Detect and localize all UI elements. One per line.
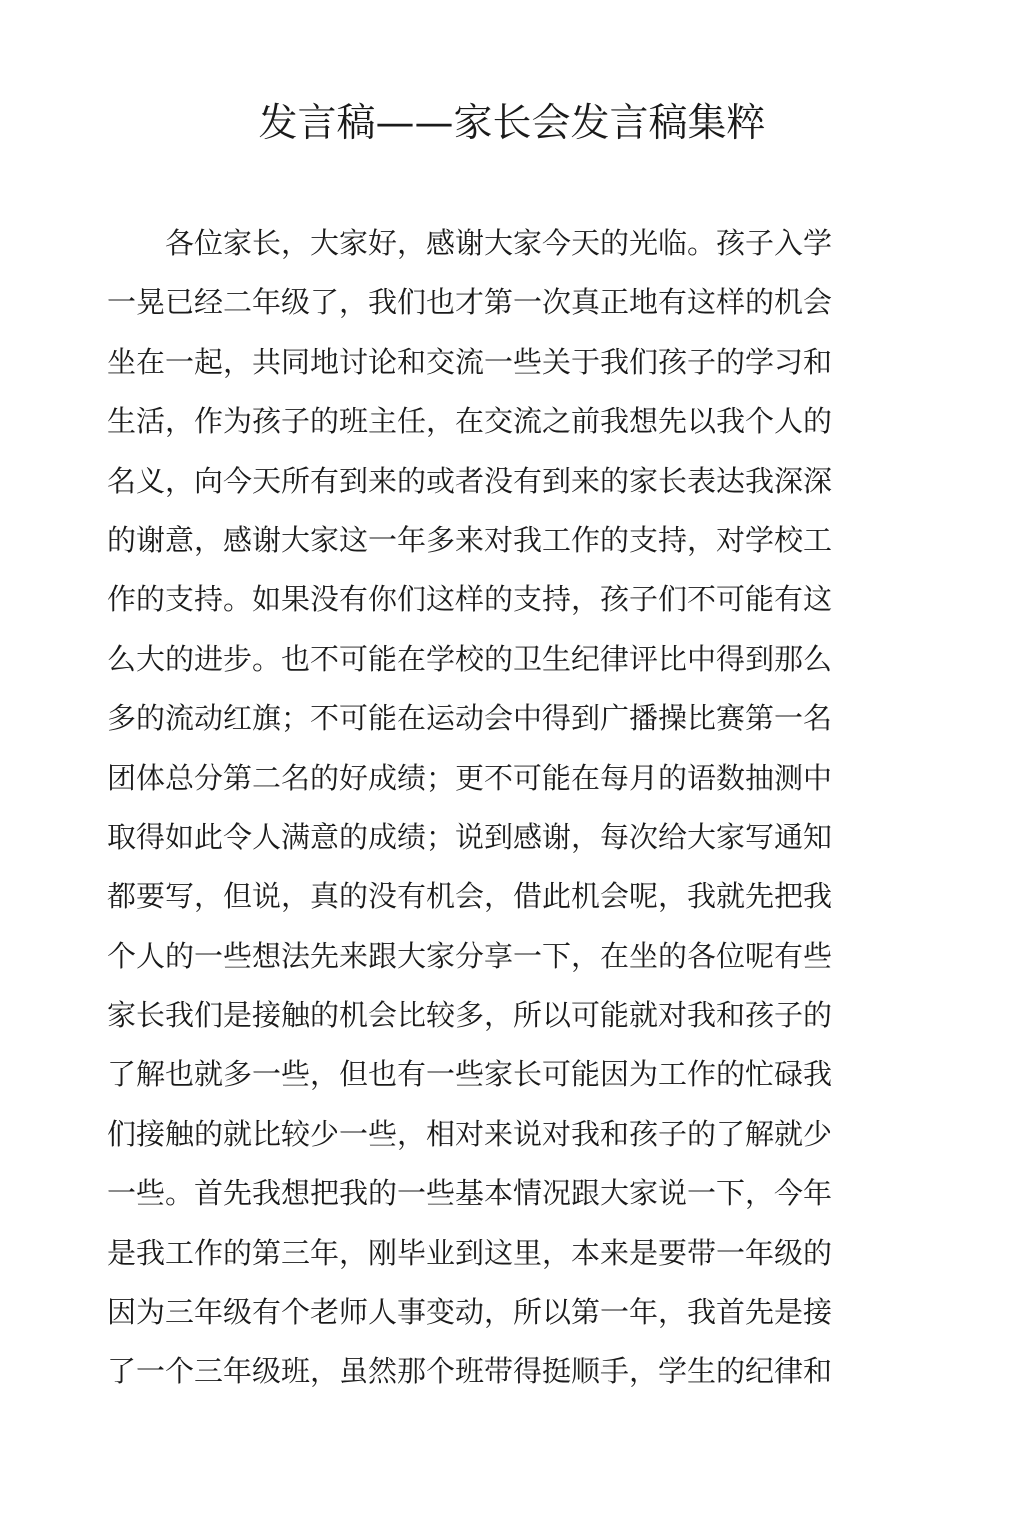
text-line: 名义，向今天所有到来的或者没有到来的家长表达我深深 [107,463,833,498]
text-line: 一晃已经二年级了，我们也才第一次真正地有这样的机会 [107,285,833,320]
text-line: 坐在一起，共同地讨论和交流一些关于我们孩子的学习和 [107,344,833,379]
document-title: 发言稿——家长会发言稿集粹 [258,101,766,146]
text-line: 因为三年级有个老师人事变动，所以第一年，我首先是接 [107,1295,833,1330]
text-line: 多的流动红旗；不可能在运动会中得到广播操比赛第一名 [107,701,833,736]
text-line: 了解也就多一些，但也有一些家长可能因为工作的忙碌我 [107,1057,833,1092]
text-line: 家长我们是接触的机会比较多，所以可能就对我和孩子的 [107,998,833,1033]
text-line: 了一个三年级班，虽然那个班带得挺顺手，学生的纪律和 [107,1354,833,1389]
text-line: 是我工作的第三年，刚毕业到这里，本来是要带一年级的 [107,1235,833,1270]
text-line: 么大的进步。也不可能在学校的卫生纪律评比中得到那么 [107,641,833,676]
text-line: 们接触的就比较少一些，相对来说对我和孩子的了解就少 [107,1116,833,1151]
document-body [107,214,857,1402]
text-line: 作的支持。如果没有你们这样的支持，孩子们不可能有这 [107,582,833,617]
text-line: 的谢意，感谢大家这一年多来对我工作的支持，对学校工 [107,522,833,557]
text-line: 团体总分第二名的好成绩；更不可能在每月的语数抽测中 [107,760,833,795]
text-line: 生活，作为孩子的班主任，在交流之前我想先以我个人的 [107,404,833,439]
text-line: 一些。首先我想把我的一些基本情况跟大家说一下，今年 [107,1176,833,1211]
text-line: 个人的一些想法先来跟大家分享一下，在坐的各位呢有些 [107,938,833,973]
text-line: 取得如此令人满意的成绩；说到感谢，每次给大家写通知 [107,819,833,854]
text-line: 各位家长，大家好，感谢大家今天的光临。孩子入学 [107,226,833,260]
text-line: 都要写，但说，真的没有机会，借此机会呢，我就先把我 [107,879,833,914]
